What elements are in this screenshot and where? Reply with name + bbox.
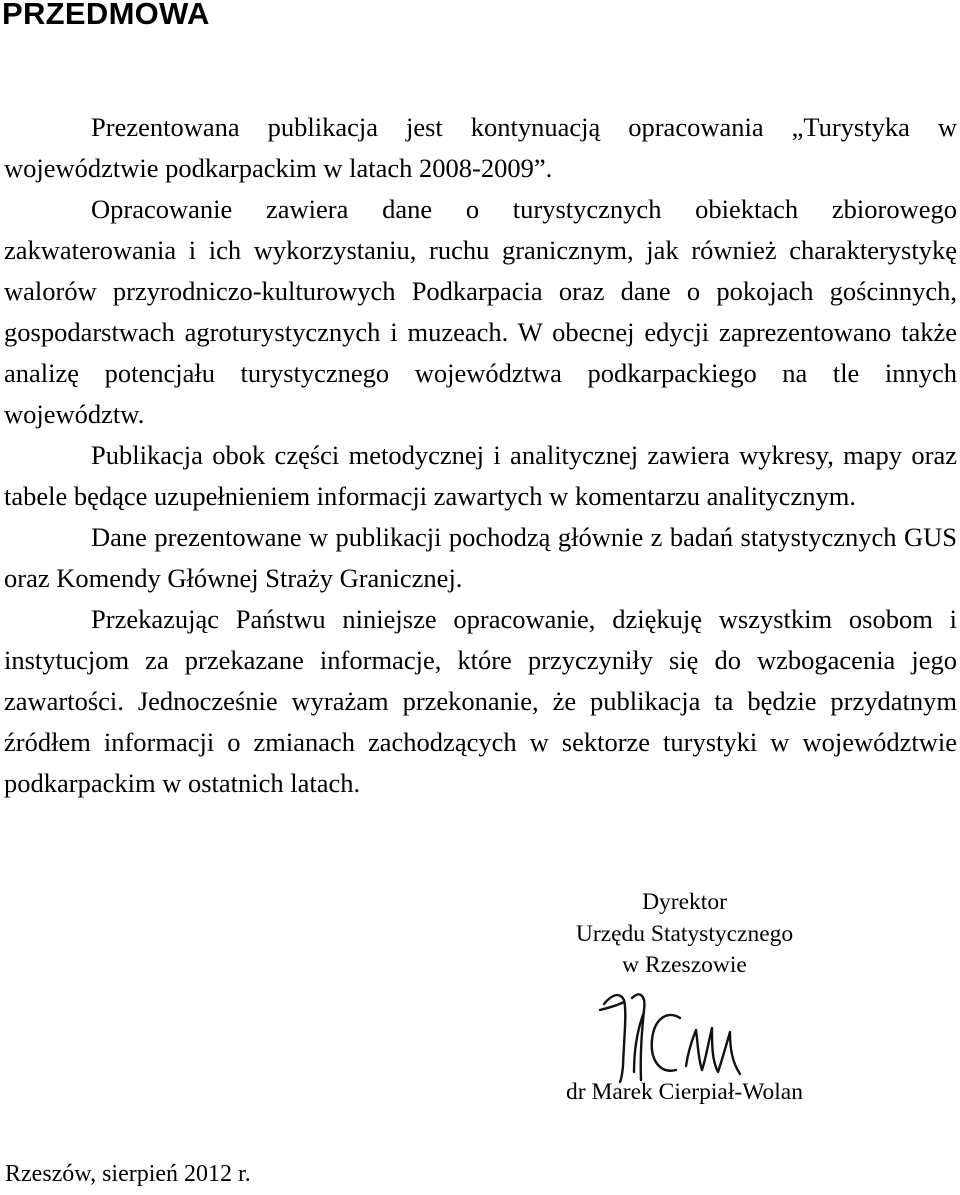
paragraph: Publikacja obok części metodycznej i analitycznej zawiera wykresy, mapy oraz tabele będące uzupełnieniem informacji zawartych w komentarzu analitycznym. <box>4 440 957 511</box>
signatory-title: Dyrektor <box>642 889 727 915</box>
paragraph: Prezentowana publikacja jest kontynuacją opracowania „Turystyka w województwie podkarpackim w latach 2008-2009”. <box>4 112 957 183</box>
place-date: Rzeszów, sierpień 2012 r. <box>5 1161 251 1187</box>
paragraph: Dane prezentowane w publikacji pochodzą głównie z badań statystycznych GUS oraz Komendy Głównej Straży Granicznej. <box>4 522 957 593</box>
signature-block <box>497 887 872 982</box>
signatory-city: w Rzeszowie <box>622 952 747 978</box>
preface-body <box>4 107 957 804</box>
signatory-office: Urzędu Statystycznego <box>575 920 794 947</box>
signatory-name: dr Marek Cierpiał-Wolan <box>566 1079 803 1105</box>
handwritten-signature <box>594 988 754 1084</box>
paragraph: Opracowanie zawiera dane o turystycznych obiektach zbiorowego zakwaterowania i ich wykorzystaniu, ruchu granicznym, jak również charakterystykę walorów przyrodniczo-kulturowych Podkarpacia oraz dane o pokojach gościnnych, gospodarstwach agroturystycznych i muzeach. W obecnej edycji zaprezentowano także analizę potencjału turystycznego województwa podkarpackiego na tle innych województw. <box>4 194 957 429</box>
paragraph: Przekazując Państwu niniejsze opracowanie, dziękuję wszystkim osobom i instytucjom za przekazane informacje, które przyczyniły się do wzbogacenia jego zawartości. Jednocześnie wyrażam przekonanie, że publikacja ta będzie przydatnym źródłem informacji o zmianach zachodzących w sektorze turystyki w województwie podkarpackim w ostatnich latach. <box>4 604 957 798</box>
page-title: PRZEDMOWA <box>2 0 210 31</box>
